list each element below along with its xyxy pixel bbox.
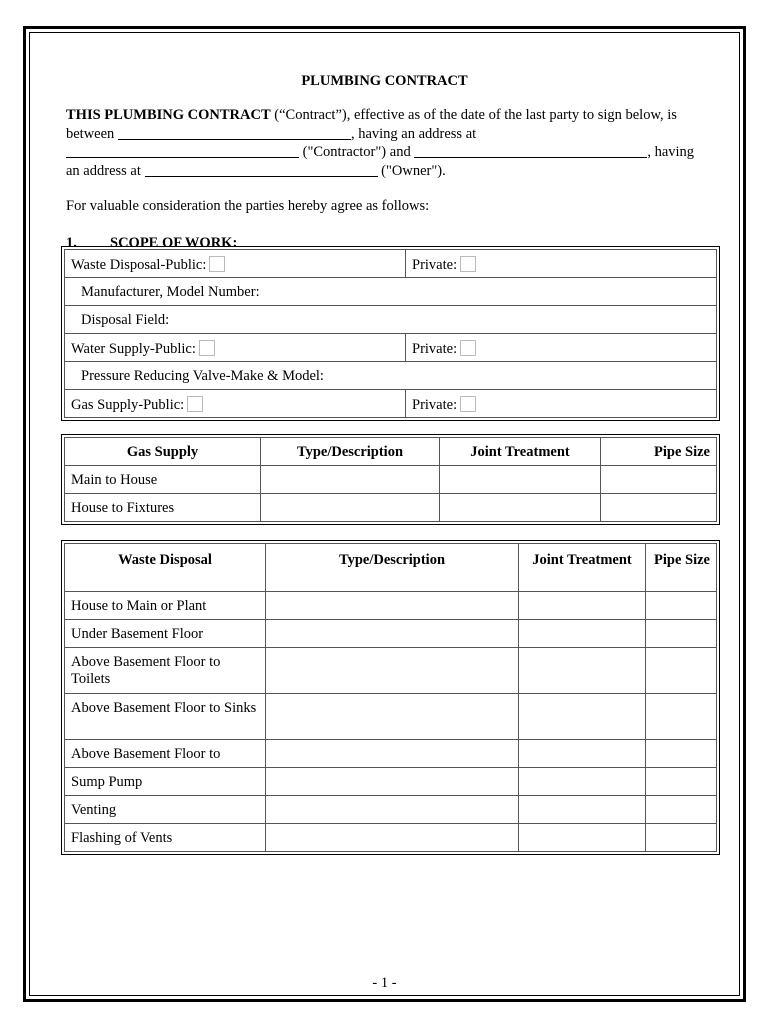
gas-col-header: Gas Supply bbox=[65, 438, 261, 466]
type-cell[interactable] bbox=[261, 494, 440, 522]
type-col-header: Type/Description bbox=[261, 438, 440, 466]
party-name-field-1[interactable] bbox=[118, 126, 351, 140]
consideration-text: For valuable consideration the parties hereby agree as follows: bbox=[66, 198, 430, 214]
row-label: Above Basement Floor to Sinks bbox=[65, 694, 266, 740]
scope-cell bbox=[406, 390, 717, 418]
waste-private-label: Private: bbox=[412, 257, 458, 273]
table-row bbox=[65, 694, 717, 740]
contractor-label: ("Contractor") and bbox=[299, 144, 415, 160]
type-col-header: Type/Description bbox=[266, 544, 519, 592]
joint-cell[interactable] bbox=[519, 592, 646, 620]
gas-private-checkbox[interactable] bbox=[460, 396, 476, 412]
row-label: Venting bbox=[65, 796, 266, 824]
having-label: , having bbox=[647, 144, 695, 160]
waste-col-header: Waste Disposal bbox=[65, 544, 266, 592]
row-label: Above Basement Floor to Toilets bbox=[65, 648, 266, 694]
pipe-cell[interactable] bbox=[646, 592, 717, 620]
table-row bbox=[65, 466, 717, 494]
pipe-col-header: Pipe Size bbox=[601, 438, 717, 466]
gas-public-label: Gas Supply-Public: bbox=[71, 397, 185, 413]
disposal-field-cell[interactable]: Disposal Field: bbox=[65, 306, 717, 334]
intro-line-1-text: (“Contract”), effective as of the date of the last party to sign below, is bbox=[270, 107, 677, 123]
table-row bbox=[65, 620, 717, 648]
intro-line-1 bbox=[66, 106, 716, 125]
row-label: Flashing of Vents bbox=[65, 824, 266, 852]
row-label: House to Main or Plant bbox=[65, 592, 266, 620]
table-row bbox=[65, 306, 717, 334]
page-border bbox=[23, 26, 746, 1002]
pipe-cell[interactable] bbox=[646, 824, 717, 852]
pipe-cell[interactable] bbox=[646, 648, 717, 694]
intro-paragraph bbox=[66, 106, 716, 180]
gas-table-frame bbox=[61, 434, 720, 525]
type-cell[interactable] bbox=[266, 824, 519, 852]
water-private-label: Private: bbox=[412, 341, 458, 357]
type-cell[interactable] bbox=[266, 768, 519, 796]
table-row bbox=[65, 390, 717, 418]
joint-col-header: Joint Treatment bbox=[519, 544, 646, 592]
table-row bbox=[65, 362, 717, 390]
table-header-row bbox=[65, 544, 717, 592]
scope-cell bbox=[65, 390, 406, 418]
pipe-cell[interactable] bbox=[646, 768, 717, 796]
table-row bbox=[65, 824, 717, 852]
prv-field[interactable]: Pressure Reducing Valve-Make & Model: bbox=[65, 362, 717, 390]
water-public-checkbox[interactable] bbox=[199, 340, 215, 356]
joint-cell[interactable] bbox=[440, 466, 601, 494]
type-cell[interactable] bbox=[261, 466, 440, 494]
contractor-address-field[interactable] bbox=[66, 144, 299, 158]
water-private-checkbox[interactable] bbox=[460, 340, 476, 356]
waste-private-checkbox[interactable] bbox=[460, 256, 476, 272]
gas-public-checkbox[interactable] bbox=[187, 396, 203, 412]
waste-table-frame bbox=[61, 540, 720, 855]
joint-cell[interactable] bbox=[519, 768, 646, 796]
pipe-cell[interactable] bbox=[646, 620, 717, 648]
table-row bbox=[65, 494, 717, 522]
joint-cell[interactable] bbox=[519, 648, 646, 694]
address-at-label: an address at bbox=[66, 162, 141, 179]
row-label: House to Fixtures bbox=[65, 494, 261, 522]
type-cell[interactable] bbox=[266, 592, 519, 620]
joint-cell[interactable] bbox=[519, 796, 646, 824]
type-cell[interactable] bbox=[266, 740, 519, 768]
pipe-col-header: Pipe Size bbox=[646, 544, 717, 592]
joint-cell[interactable] bbox=[519, 694, 646, 740]
contract-lead: THIS PLUMBING CONTRACT bbox=[66, 107, 271, 123]
page-inner-border bbox=[29, 32, 740, 996]
document-title: PLUMBING CONTRACT bbox=[301, 73, 468, 89]
type-cell[interactable] bbox=[266, 620, 519, 648]
table-row bbox=[65, 648, 717, 694]
joint-cell[interactable] bbox=[519, 824, 646, 852]
table-header-row bbox=[65, 438, 717, 466]
section-1-number: 1. bbox=[66, 235, 77, 251]
scope-cell bbox=[406, 334, 717, 362]
waste-disposal-table bbox=[64, 543, 717, 852]
row-label: Main to House bbox=[65, 466, 261, 494]
table-row bbox=[65, 250, 717, 278]
scope-cell bbox=[65, 250, 406, 278]
table-row bbox=[65, 334, 717, 362]
type-cell[interactable] bbox=[266, 648, 519, 694]
type-cell[interactable] bbox=[266, 694, 519, 740]
pipe-cell[interactable] bbox=[646, 796, 717, 824]
pipe-cell[interactable] bbox=[646, 694, 717, 740]
gas-private-label: Private: bbox=[412, 397, 458, 413]
manufacturer-field[interactable]: Manufacturer, Model Number: bbox=[65, 278, 717, 306]
having-address-label: , having an address at bbox=[350, 125, 477, 142]
table-row bbox=[65, 740, 717, 768]
row-label: Above Basement Floor to bbox=[65, 740, 266, 768]
waste-public-label: Waste Disposal-Public: bbox=[71, 257, 207, 273]
owner-address-field[interactable] bbox=[145, 163, 378, 177]
joint-cell[interactable] bbox=[440, 494, 601, 522]
joint-cell[interactable] bbox=[519, 740, 646, 768]
joint-col-header: Joint Treatment bbox=[440, 438, 601, 466]
section-1-title: SCOPE OF WORK: bbox=[110, 235, 238, 251]
scope-table-frame bbox=[61, 246, 720, 421]
row-label: Under Basement Floor bbox=[65, 620, 266, 648]
scope-cell bbox=[406, 250, 717, 278]
type-cell[interactable] bbox=[266, 796, 519, 824]
owner-label: ("Owner"). bbox=[377, 162, 446, 179]
table-row bbox=[65, 592, 717, 620]
intro-line-2 bbox=[66, 125, 716, 144]
water-public-label: Water Supply-Public: bbox=[71, 341, 196, 357]
pipe-cell[interactable] bbox=[601, 466, 717, 494]
table-row bbox=[65, 796, 717, 824]
between-label: between bbox=[66, 125, 115, 142]
row-label: Sump Pump bbox=[65, 768, 266, 796]
table-row bbox=[65, 768, 717, 796]
table-row bbox=[65, 278, 717, 306]
waste-public-checkbox[interactable] bbox=[209, 256, 225, 272]
pipe-cell[interactable] bbox=[646, 740, 717, 768]
gas-supply-table bbox=[64, 437, 717, 522]
scope-cell bbox=[65, 334, 406, 362]
party-name-field-2[interactable] bbox=[414, 144, 647, 158]
intro-line-4 bbox=[66, 162, 716, 181]
intro-line-3 bbox=[66, 143, 716, 162]
joint-cell[interactable] bbox=[519, 620, 646, 648]
page-number: - 1 - bbox=[372, 975, 397, 991]
pipe-cell[interactable] bbox=[601, 494, 717, 522]
scope-table bbox=[64, 249, 717, 418]
